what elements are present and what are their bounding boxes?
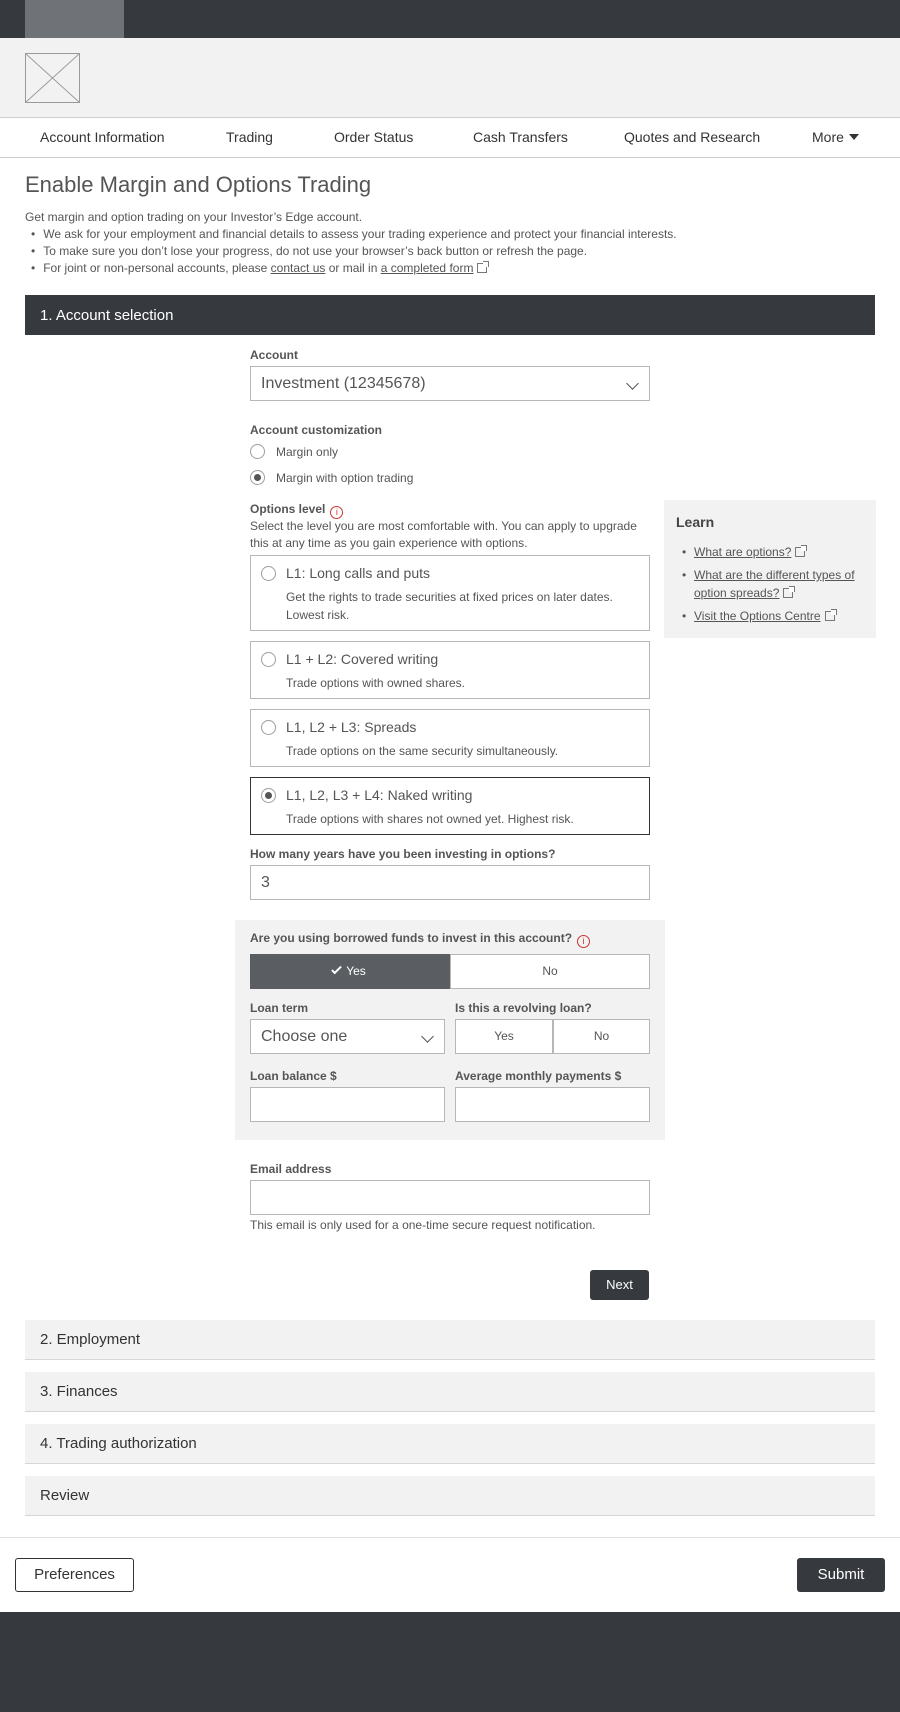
intro-text-segment: or mail in <box>325 261 381 275</box>
intro-lead: Get margin and option trading on your Investor’s Edge account. <box>25 210 363 224</box>
nav-more-label: More <box>812 129 844 145</box>
loan-balance-input[interactable] <box>250 1087 445 1122</box>
section-employment[interactable]: 2. Employment <box>25 1320 875 1360</box>
option-level-title: L1: Long calls and puts <box>286 565 430 581</box>
external-link-icon <box>477 263 487 273</box>
nav-more[interactable] <box>812 129 859 145</box>
top-bar <box>0 0 900 38</box>
account-select-value: Investment (12345678) <box>261 375 426 392</box>
borrowed-yes-button[interactable] <box>250 954 450 989</box>
what-are-options-link[interactable]: What are options? <box>694 545 792 559</box>
intro-bullet <box>31 260 885 277</box>
info-icon[interactable]: i <box>577 935 590 948</box>
section-trading-authorization[interactable]: 4. Trading authorization <box>25 1424 875 1464</box>
option-level-title: L1 + L2: Covered writing <box>286 651 439 667</box>
loan-term-value: Choose one <box>261 1028 348 1045</box>
intro-text-segment: For joint or non-personal accounts, please <box>43 261 271 275</box>
page-title: Enable Margin and Options Trading <box>25 172 372 197</box>
options-level-label: Options level <box>250 502 326 516</box>
external-link-icon <box>783 588 793 598</box>
contact-us-link[interactable]: contact us <box>270 261 326 275</box>
email-hint: This email is only used for a one-time secure request notification. <box>250 1218 596 1232</box>
revolving-loan-label: Is this a revolving loan? <box>455 1001 592 1015</box>
margin-options-label[interactable]: Margin with option trading <box>276 471 414 485</box>
chevron-down-icon <box>421 1030 434 1043</box>
submit-button[interactable]: Submit <box>797 1558 885 1592</box>
nav-trading[interactable]: Trading <box>226 129 273 145</box>
loan-term-select[interactable] <box>250 1019 445 1054</box>
option-level-desc: Trade options with owned shares. <box>286 676 465 690</box>
top-bar-tab[interactable] <box>25 0 124 38</box>
loan-balance-label: Loan balance $ <box>250 1069 337 1083</box>
next-button[interactable]: Next <box>590 1270 649 1300</box>
preferences-button[interactable]: Preferences <box>15 1558 134 1592</box>
option-spreads-link[interactable]: What are the different types of option spreads? <box>694 568 855 600</box>
option-level-card-l4[interactable] <box>250 777 650 835</box>
option-level-radio[interactable] <box>261 788 276 803</box>
option-level-radio[interactable] <box>261 652 276 667</box>
email-label: Email address <box>250 1162 332 1176</box>
option-level-desc: Trade options with shares not owned yet. Highest risk. <box>286 812 574 826</box>
intro-bullet: • We ask for your employment and financial details to assess your trading experience and protect your financial interests. <box>31 226 885 243</box>
external-link-icon <box>825 611 835 621</box>
option-level-radio[interactable] <box>261 566 276 581</box>
section-review[interactable]: Review <box>25 1476 875 1516</box>
learn-list-item <box>682 543 867 561</box>
intro-bullet: • To make sure you don’t lose your progress, do not use your browser’s back button or refresh the page. <box>31 243 885 260</box>
account-select[interactable] <box>250 366 650 401</box>
options-centre-link[interactable]: Visit the Options Centre <box>694 609 821 623</box>
header <box>0 38 900 118</box>
email-input[interactable] <box>250 1180 650 1215</box>
nav-account-information[interactable]: Account Information <box>40 129 165 145</box>
years-input[interactable]: 3 <box>250 865 650 900</box>
option-level-desc: Trade options on the same security simultaneously. <box>286 744 559 758</box>
borrowed-funds-heading <box>250 931 590 948</box>
margin-only-label[interactable]: Margin only <box>276 445 339 459</box>
years-label: How many years have you been investing in options? <box>250 847 556 861</box>
margin-options-radio[interactable] <box>250 470 265 485</box>
borrowed-yes-label: Yes <box>346 964 366 978</box>
learn-panel <box>664 500 876 638</box>
checkmark-icon <box>331 964 342 975</box>
revolving-yes-button[interactable]: Yes <box>455 1019 553 1054</box>
borrowed-no-button[interactable]: No <box>450 954 650 989</box>
caret-down-icon <box>849 134 859 140</box>
options-level-description: Select the level you are most comfortable with. You can apply to upgrade this at any time as you gain experience with options. <box>250 519 637 550</box>
revolving-no-button[interactable]: No <box>553 1019 650 1054</box>
account-customization-label: Account customization <box>250 423 383 437</box>
footer-divider <box>0 1537 900 1538</box>
intro-list <box>31 226 885 277</box>
option-level-title: L1, L2, L3 + L4: Naked writing <box>286 787 473 803</box>
nav-order-status[interactable]: Order Status <box>334 129 414 145</box>
bottom-bar <box>0 1612 900 1712</box>
avg-payments-input[interactable] <box>455 1087 650 1122</box>
option-level-title: L1, L2 + L3: Spreads <box>286 719 417 735</box>
nav-quotes-research[interactable]: Quotes and Research <box>624 129 761 145</box>
main-nav <box>0 118 900 158</box>
nav-cash-transfers[interactable]: Cash Transfers <box>473 129 568 145</box>
loan-term-label: Loan term <box>250 1001 309 1015</box>
info-icon[interactable]: i <box>330 506 343 519</box>
completed-form-link[interactable]: a completed form <box>380 261 474 275</box>
option-level-desc: Get the rights to trade securities at fixed prices on later dates. Lowest risk. <box>286 590 613 622</box>
account-label: Account <box>250 348 298 362</box>
option-level-radio[interactable] <box>261 720 276 735</box>
section-account-selection-header[interactable]: 1. Account selection <box>25 295 875 335</box>
chevron-down-icon <box>626 377 639 390</box>
option-level-card-l2[interactable] <box>250 641 650 699</box>
avg-payments-label: Average monthly payments $ <box>455 1069 622 1083</box>
borrowed-funds-label: Are you using borrowed funds to invest in this account? <box>250 931 573 945</box>
options-level-heading <box>250 502 343 519</box>
option-level-card-l3[interactable] <box>250 709 650 767</box>
learn-list-item <box>682 607 867 625</box>
margin-only-radio[interactable] <box>250 444 265 459</box>
section-finances[interactable]: 3. Finances <box>25 1372 875 1412</box>
intro-text <box>25 209 885 277</box>
logo-placeholder <box>25 53 80 103</box>
option-level-card-l1[interactable] <box>250 555 650 631</box>
learn-title: Learn <box>676 514 715 530</box>
learn-links <box>682 543 867 630</box>
learn-list-item <box>682 566 867 602</box>
external-link-icon <box>795 547 805 557</box>
